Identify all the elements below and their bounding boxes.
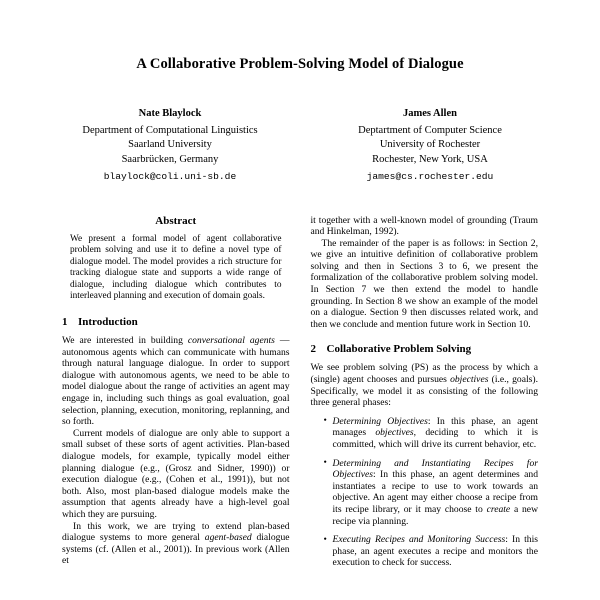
right-column [311,215,539,576]
author-affiliation-line: Department of Computational Linguistics [82,124,258,136]
author-block [62,107,538,185]
page-title: A Collaborative Problem-Solving Model of Dialogue [136,56,464,72]
phase-list [311,416,539,569]
author-affiliation-line: University of Rochester [379,139,481,150]
author-email[interactable]: james@cs.rochester.edu [366,171,494,182]
left-column [62,215,290,576]
author-1 [62,107,278,185]
paragraph: Current models of dialogue are only able to support a small subset of these sorts of agent activities. Plan-based dialogue models, for example, typically model either planning dialogue (e.g., (Grosz and Sidner, 1990)) or execution dialogue (e.g., (Cohen et al., 1991)), but not both. Also, most plan-based dialogue models make the assumption that agents already have a high-level goal which they are pursuing. [62,427,290,520]
list-item: • Determining and Instantiating Recipes for Objectives: In this phase, an agent determines and instantiates a recipe to use to work towards an objective. An agent may either choose a recipe from its recipe library, or it may choose to create a new recipe via planning. [324,458,539,528]
section-number: 2 [310,343,316,356]
paragraph: We are interested in building conversational agents — autonomous agents which can communicate with humans through natural language dialogue. In order to support dialogue with autonomous agents, we need to be able to model dialogue about the range of activities an agent may engage in, including such things as goal evaluation, goal selection, planning, execution, monitoring, replanning, and so forth. [62,335,290,428]
author-name: James Allen [403,108,457,119]
author-email[interactable]: blaylock@coli.uni-sb.de [103,171,237,182]
author-affiliation-line: Saarland University [128,139,212,150]
section-title: Collaborative Problem Solving [326,343,472,356]
two-column-body [62,215,538,576]
list-item: • Executing Recipes and Monitoring Success: In this phase, an agent executes a recipe and monitors the execution to check for success. [324,534,539,569]
section-heading-collaborative-problem-solving [311,343,539,355]
abstract-text: We present a formal model of agent collaborative problem solving and use it to define a novel type of dialogue model. The model provides a rich structure for tracking dialogue state and supports a wide range of dialogue, including dialogue which contributes to interleaved planning and execution of domain goals. [70,233,282,302]
author-2 [322,107,538,185]
abstract-heading: Abstract [155,214,197,227]
section-number: 1 [62,316,68,329]
section-heading-introduction [62,316,290,328]
paragraph: We see problem solving (PS) as the process by which a (single) agent chooses and pursues objectives (i.e., goals). Specifically, we model it as consisting of the following three general phases: [310,362,538,409]
paragraph: The remainder of the paper is as follows: in Section 2, we give an intuitive definition of collaborative problem solving and then in Sections 3 to 6, we present the formalization of the collaborative problem solving model. In Section 7 we then extend the model to handle grounding. In Section 8 we show an example of the model on a dialogue. Section 9 then discusses related work, and then we conclude and mention future work in Section 10. [310,237,538,330]
author-affiliation-line: Deptartment of Computer Science [358,124,502,136]
author-affiliation-line: Saarbrücken, Germany [121,153,219,165]
paragraph: it together with a well-known model of grounding (Traum and Hinkelman, 1992). [310,214,538,238]
author-name: Nate Blaylock [138,108,202,119]
section-title: Introduction [78,316,138,329]
author-affiliation-line: Rochester, New York, USA [372,153,488,165]
list-item: • Determining Objectives: In this phase, an agent manages objectives, deciding to which it is committed, which will drive its current behavior, etc. [324,416,539,451]
paragraph: In this work, we are trying to extend plan-based dialogue systems to more general agent-based dialogue systems (cf. (Allen et al., 2001)). In previous work (Allen et [62,520,290,567]
